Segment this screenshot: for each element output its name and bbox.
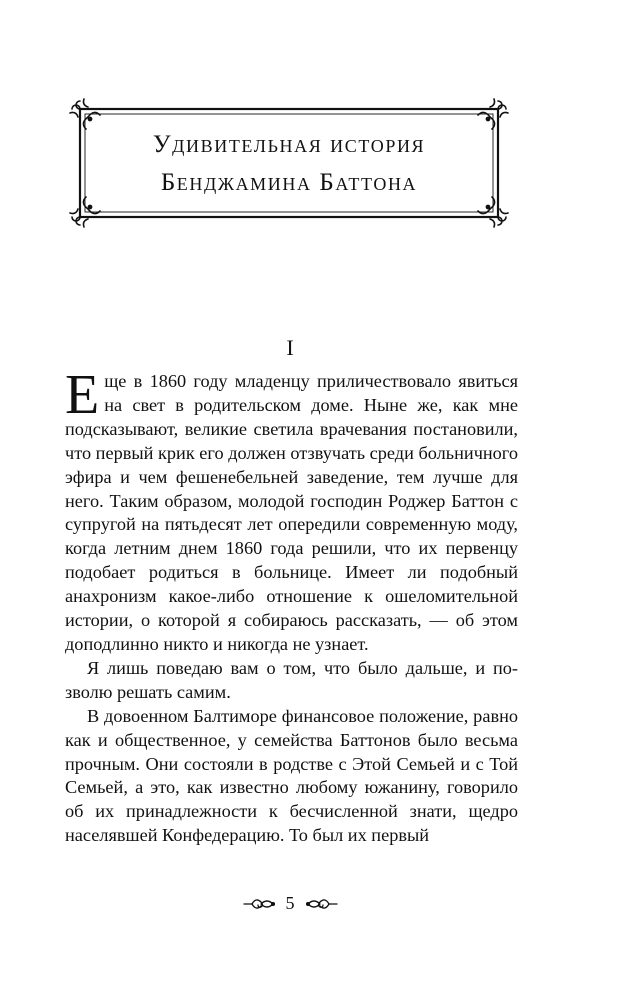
body-text <box>65 364 518 848</box>
page-number: 5 <box>285 893 295 913</box>
paragraph: Я лишь поведаю вам о том, что было дальше, и позволю решать самим. <box>65 657 518 702</box>
ornament-left-icon <box>242 895 276 913</box>
title-line-2: Бенджамина Баттона <box>160 169 418 196</box>
ornament-right-icon <box>305 895 339 913</box>
drop-cap: Е <box>65 364 100 426</box>
chapter-number: I <box>286 335 294 360</box>
chapter-title <box>66 95 512 231</box>
title-frame <box>66 95 512 231</box>
paragraph: В довоенном Балтиморе финансовое положение, равно как и общественное, у семейства Баттонов было весьма прочным. Они состояли в родстве с Этой Семьей и с Той Семьей, а это, как известно любому южанину, говорило об их принадлежности к бесчисленной знати, щедро населявшей Конфедерацию. То был их первый <box>65 705 518 846</box>
page-footer <box>0 893 580 914</box>
paragraph-text: ще в 1860 году младенцу приличествовало явиться на свет в родительском доме. Ныне же, как мне подсказывают, великие светила врачевания постановили, что первый крик его должен отзвучать среди больничного эфира и чем фешенебельней заведение, тем лучше для него. Таким образом, молодой господин Роджер Баттон с супругой на пятьдесят лет опередили современную моду, когда летним днем 1860 года решили, что их первенцу подобает родиться в больнице. Имеет ли подобный анахронизм какое-либо отношение к ошеломительной истории, о которой я собираюсь рассказать, — об этом доподлинно никто и никогда не узнает. <box>65 371 518 654</box>
title-line-1: Удивительная история <box>152 131 426 158</box>
paragraph <box>65 364 518 657</box>
